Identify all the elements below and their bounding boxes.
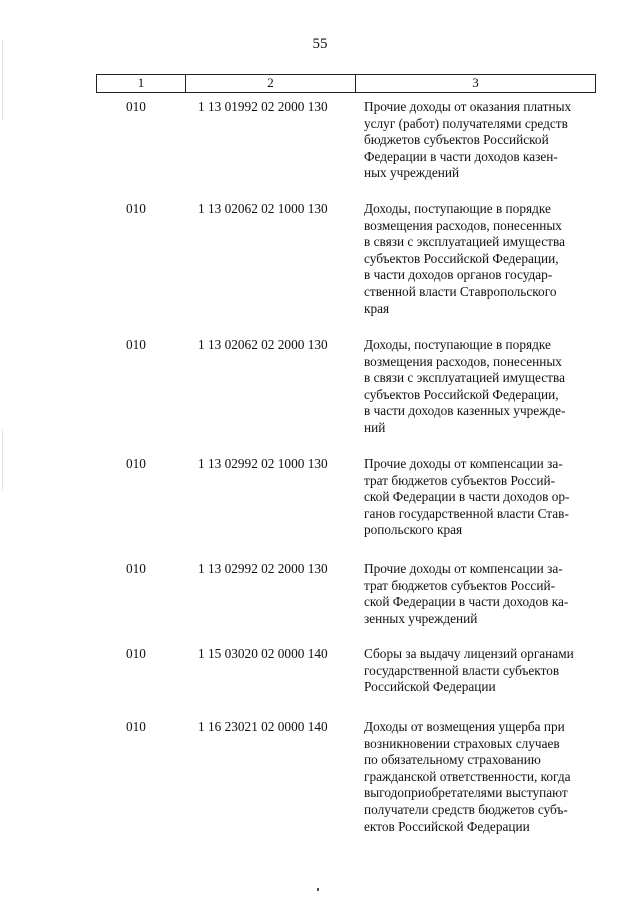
budget-code-cell: 1 13 02062 02 1000 130 <box>198 201 328 216</box>
budget-code-cell: 1 13 02992 02 1000 130 <box>198 456 328 471</box>
description-line: края <box>364 300 390 316</box>
budget-code-cell: 1 13 01992 02 2000 130 <box>198 99 328 114</box>
description-line: Прочие доходы от оказания платных <box>364 99 572 114</box>
description-line: Доходы, поступающие в порядке <box>364 337 551 352</box>
description-line: трат бюджетов субъектов Россий- <box>364 472 555 488</box>
admin-code-cell: 010 <box>126 561 146 576</box>
description-line: Российской Федерации <box>364 679 496 695</box>
description-line: Сборы за выдачу лицензий органами <box>364 646 574 661</box>
budget-code-cell: 1 13 02992 02 2000 130 <box>198 561 328 576</box>
budget-code-cell: 1 15 03020 02 0000 140 <box>198 646 328 661</box>
description-line: Прочие доходы от компенсации за- <box>364 456 563 471</box>
description-cell <box>364 99 594 182</box>
description-line: в связи с эксплуатацией имущества <box>364 234 565 250</box>
description-line: ектов Российской Федерации <box>364 818 530 834</box>
column-header-3: 3 <box>472 75 479 90</box>
description-line: возникновении страховых случаев <box>364 735 560 751</box>
description-cell <box>364 201 594 317</box>
description-line: субъектов Российской Федерации, <box>364 250 559 266</box>
description-line: в связи с эксплуатацией имущества <box>364 370 565 386</box>
description-cell <box>364 337 594 437</box>
description-line: ных учреждений <box>364 165 460 181</box>
budget-code-cell: 1 13 02062 02 2000 130 <box>198 337 328 352</box>
admin-code-cell: 010 <box>126 337 146 352</box>
description-line: ственной власти Ставропольского <box>364 283 557 299</box>
description-line: ганов государственной власти Став- <box>364 505 569 521</box>
budget-code-cell: 1 16 23021 02 0000 140 <box>198 719 328 734</box>
column-header-1: 1 <box>97 75 186 92</box>
description-line: по обязательному страхованию <box>364 752 541 768</box>
column-header-2: 2 <box>186 75 356 92</box>
description-line: субъектов Российской Федерации, <box>364 386 559 402</box>
description-line: выгодоприобретателями выступают <box>364 785 568 801</box>
description-line: ской Федерации в части доходов ор- <box>364 489 570 505</box>
description-line: возмещения расходов, понесенных <box>364 217 562 233</box>
admin-code-cell: 010 <box>126 646 146 661</box>
scan-artifact <box>317 888 319 891</box>
description-line: Прочие доходы от компенсации за- <box>364 561 563 576</box>
scan-artifact <box>2 40 3 120</box>
scan-artifact <box>2 430 3 490</box>
description-cell <box>364 561 594 627</box>
description-line: бюджетов субъектов Российской <box>364 132 549 148</box>
description-line: в части доходов органов государ- <box>364 267 553 283</box>
description-line: ропольского края <box>364 522 463 538</box>
description-line: в части доходов казенных учрежде- <box>364 403 566 419</box>
revenue-codes-table <box>96 74 596 834</box>
description-line: Федерации в части доходов казен- <box>364 148 558 164</box>
description-line: возмещения расходов, понесенных <box>364 353 562 369</box>
admin-code-cell: 010 <box>126 99 146 114</box>
description-line: услуг (работ) получателями средств <box>364 115 568 131</box>
description-line: ской Федерации в части доходов ка- <box>364 594 569 610</box>
description-line: Доходы, поступающие в порядке <box>364 201 551 216</box>
description-line: зенных учреждений <box>364 610 478 626</box>
page-number: 55 <box>312 36 328 52</box>
table-header-row <box>96 74 596 93</box>
admin-code-cell: 010 <box>126 201 146 216</box>
description-line: гражданской ответственности, когда <box>364 768 571 784</box>
description-line: ний <box>364 419 386 435</box>
description-cell <box>364 456 594 539</box>
description-line: Доходы от возмещения ущерба при <box>364 719 565 734</box>
description-cell <box>364 719 594 835</box>
admin-code-cell: 010 <box>126 456 146 471</box>
description-cell <box>364 646 594 696</box>
description-line: государственной власти субъектов <box>364 662 560 678</box>
admin-code-cell: 010 <box>126 719 146 734</box>
description-line: трат бюджетов субъектов Россий- <box>364 577 555 593</box>
description-line: получатели средств бюджетов субъ- <box>364 801 568 817</box>
